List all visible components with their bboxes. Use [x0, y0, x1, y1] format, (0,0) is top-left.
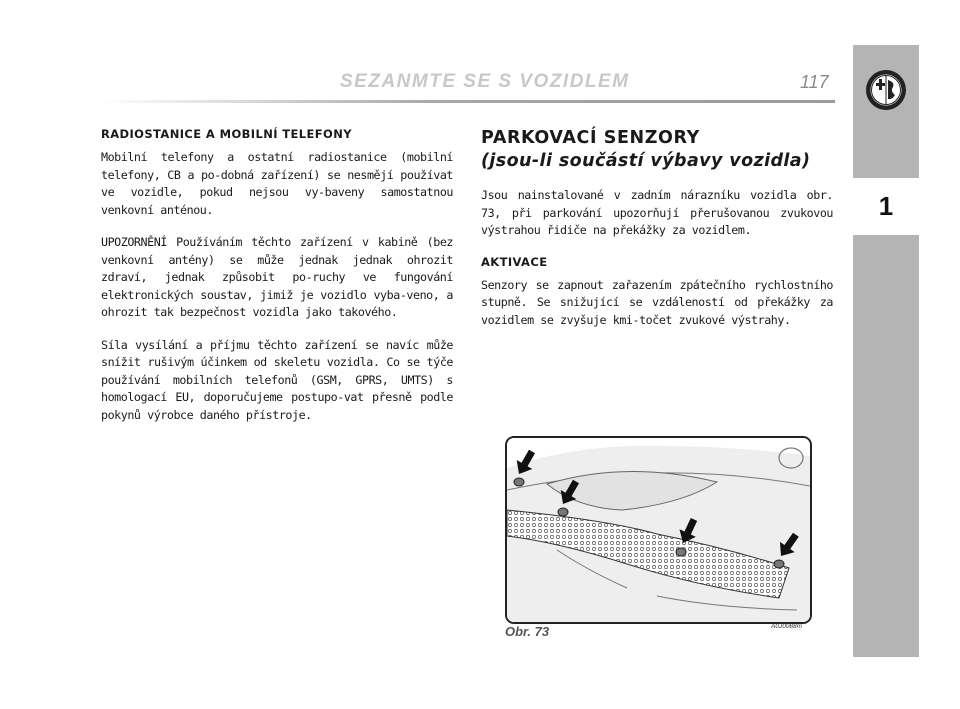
paragraph: Síla vysílání a příjmu těchto zařízení se navíc může snížit rušivým účinkem od skeletu vozidla. Co se týče používání mobilních telefonů (GSM, GPRS, UMTS) s homologací EU, doporučujeme postupo-vat přesně podle pokynů výrobce daného přístroje.: [101, 337, 453, 422]
chapter-sidebar: [853, 45, 919, 657]
figure-code: A0J0088m: [771, 623, 803, 630]
parking-sensor: [514, 478, 524, 486]
section-subheading: (jsou-li součástí výbavy vozidla): [481, 151, 811, 171]
rear-bumper-illustration: [507, 438, 810, 622]
warning-paragraph: UPOZORNĚNÍ Používáním těchto zařízení v kabině (bez venkovní antény) se může jednak jednak ohrozit zdraví, jednak způsobit po-ruchy ve fungování elektronických soustav, jimiž je vozidlo vyba-veno, a ohrozit tak bezpečnost vozidla jako takového.: [101, 235, 453, 319]
paragraph: Senzory se zapnout zařazením zpátečního rychlostního stupně. Se snižující se vzdáleností od překážky za vozidlem se zvyšuje kmi-točet zvukové výstrahy.: [481, 277, 833, 327]
figure-caption: Obr. 73: [505, 624, 550, 639]
left-column: [101, 127, 453, 439]
parking-sensor: [558, 508, 568, 516]
right-column: [481, 127, 833, 344]
alfa-romeo-logo-icon: [865, 69, 907, 111]
chapter-number[interactable]: 1: [853, 178, 919, 235]
paragraph: Mobilní telefony a ostatní radiostanice (mobilní telefony, CB a po-dobná zařízení) se nesmějí používat ve vozidle, pokud nejsou vy-baveny samostatnou venkovní anténou.: [101, 150, 453, 217]
section-heading: RADIOSTANICE A MOBILNÍ TELEFONY: [101, 127, 352, 141]
figure-bumper-sensors: [505, 436, 812, 624]
section-heading: PARKOVACÍ SENZORY: [481, 128, 700, 148]
header-divider: [100, 100, 835, 103]
chapter-title: SEZANMTE SE S VOZIDLEM: [340, 71, 630, 92]
page-number: 117: [800, 72, 829, 92]
parking-sensor: [774, 560, 784, 568]
activation-heading: AKTIVACE: [481, 254, 548, 269]
paragraph: Jsou nainstalované v zadním nárazníku vozidla obr. 73, při parkování upozorňují přerušovanou zvukovou výstrahou řidiče na překážky za vozidlem.: [481, 188, 833, 237]
parking-sensor: [676, 548, 686, 556]
